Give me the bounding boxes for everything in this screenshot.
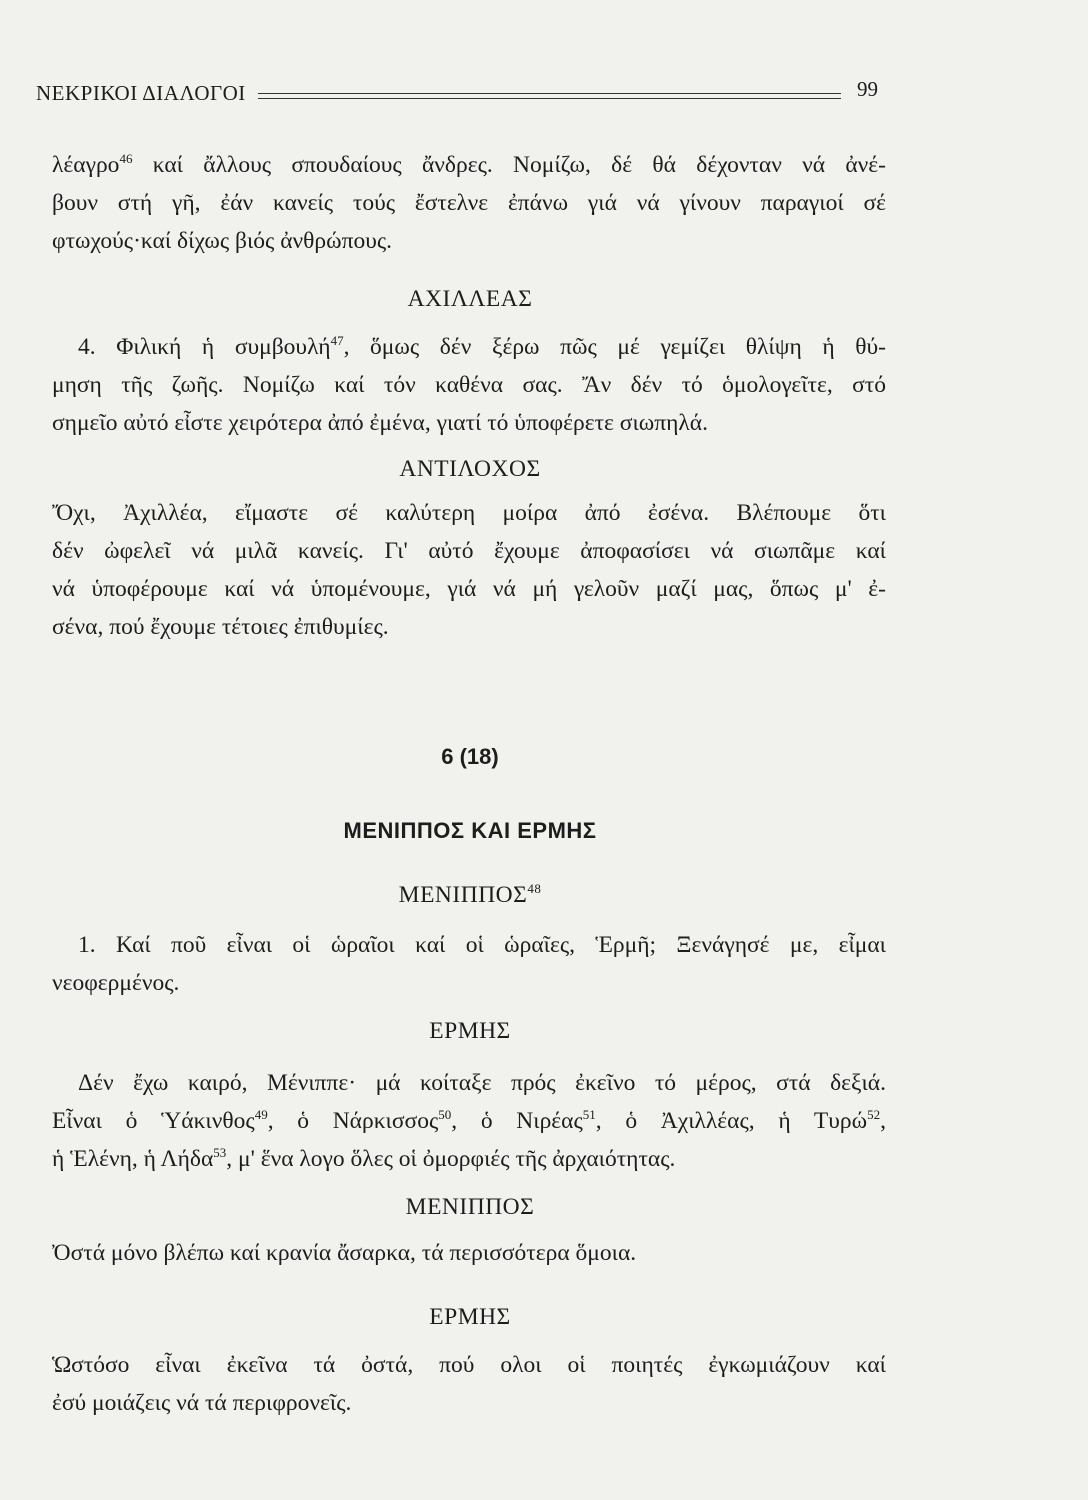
speaker-heading: ΜΕΝΙΠΠΟΣ — [405, 1194, 535, 1220]
footnote-ref: 52 — [867, 1107, 881, 1123]
footnote-ref: 53 — [213, 1145, 227, 1161]
text-line: Εἶναι ὁ Ὑάκινθος$^{49}$, ὁ Νάρκισσος$^{50}$, ὁ Νιρέας$^{51}$, ὁ Ἀχιλλέας, ἡ Τυρώ$^{52}$, — [52, 1107, 886, 1134]
text-line: Δέν ἔχω καιρό, Μένιππε· μά κοίταξε πρός ἐκεῖνο τό μέρος, στά δεξιά. — [78, 1070, 886, 1096]
text-line: νά ὑποφέρουμε καί νά ὑπομένουμε, γιά νά μή γελοῦν μαζί μας, ὅπως μ' ἐ- — [52, 576, 886, 602]
dialogue-number: 6 (18) — [441, 744, 499, 769]
text-line: Ὀστά μόνο βλέπω καί κρανία ἄσαρκα, τά περισσότερα ὅμοια. — [52, 1240, 637, 1266]
speaker-heading: ΕΡΜΗΣ — [429, 1304, 511, 1330]
footnote-ref: 50 — [438, 1107, 452, 1123]
footnote-ref: 47 — [330, 333, 344, 349]
paragraph-continuation — [52, 146, 886, 260]
text-line: ἡ Ἑλένη, ἡ Λήδα$^{53}$, μ' ἕνα λογο ὅλες οἱ ὀμορφιές τῆς ἀρχαιότητας. — [52, 1145, 676, 1172]
speaker-heading: ΑΝΤΙΛΟΧΟΣ — [399, 456, 541, 482]
text-line: βουν στή γῆ, ἐάν κανείς τούς ἔστελνε ἐπάνω γιά νά γίνουν παραγιοί σέ — [52, 190, 886, 216]
text-line: Ὡστόσο εἶναι ἐκεῖνα τά ὀστά, πού ολοι οἱ ποιητές ἐγκωμιάζουν καί — [52, 1352, 886, 1378]
paragraph-ermis-2 — [52, 1346, 886, 1422]
running-title: ΝΕΚΡΙΚΟΙ ΔΙΑΛΟΓΟΙ — [36, 80, 246, 105]
text-line: δέν ὠφελεῖ νά μιλᾶ κανείς. Γι' αὐτό ἔχουμε ἀποφασίσει νά σιωπᾶμε καί — [52, 538, 886, 564]
paragraph-menippos-2 — [52, 1234, 886, 1272]
text-line: νεοφερμένος. — [52, 970, 180, 996]
text-line: 4. Φιλική ἡ συμβουλή$^{47}$, ὅμως δέν ξέρω πῶς μέ γεμίζει θλίψη ἡ θύ- — [78, 333, 887, 360]
paragraph-achilleas — [52, 328, 886, 442]
footnote-ref: 49 — [254, 1107, 268, 1123]
text-line: σημεῖο αὐτό εἶστε χειρότερα ἀπό ἐμένα, γιατί τό ὑποφέρετε σιωπηλά. — [52, 410, 708, 436]
paragraph-antilochos — [52, 494, 886, 646]
text-line: φτωχούς·καί δίχως βιός ἀνθρώπους. — [52, 228, 393, 254]
footnote-ref: 51 — [582, 1107, 596, 1123]
text-line: λέαγρο$^{46}$ καί ἄλλους σπουδαίους ἄνδρες. Νομίζω, δέ θά δέχονταν νά ἀνέ- — [52, 151, 887, 178]
speaker-heading: ΕΡΜΗΣ — [429, 1018, 511, 1044]
text-line: μηση τῆς ζωῆς. Νομίζω καί τόν καθένα σας. Ἄν δέν τό ὁμολογεῖτε, στό — [52, 372, 886, 398]
text-line: 1. Καί ποῦ εἶναι οἱ ὡραῖοι καί οἱ ὡραῖες, Ἑρμῆ; Ξενάγησέ με, εἶμαι — [78, 932, 886, 958]
text-line: σένα, πού ἔχουμε τέτοιες ἐπιθυμίες. — [52, 614, 389, 640]
speaker-heading: ΜΕΝΙΠΠΟΣ$^{48}$ — [398, 881, 542, 908]
text-line: ἐσύ μοιάζεις νά τά περιφρονεῖς. — [52, 1390, 352, 1416]
text-line: Ὄχι, Ἀχιλλέα, εἴμαστε σέ καλύτερη μοίρα ἀπό ἐσένα. Βλέπουμε ὅτι — [52, 500, 886, 526]
header-double-rule — [258, 93, 841, 99]
paragraph-menippos — [52, 926, 886, 1002]
running-header — [36, 78, 878, 108]
page-number: 99 — [857, 76, 878, 101]
paragraph-ermis — [52, 1064, 886, 1178]
dialogue-title: ΜΕΝΙΠΠΟΣ ΚΑΙ ΕΡΜΗΣ — [343, 818, 597, 843]
footnote-ref: 46 — [119, 151, 133, 167]
footnote-ref: 48 — [527, 881, 542, 897]
speaker-heading: ΑΧΙΛΛΕΑΣ — [407, 286, 533, 312]
